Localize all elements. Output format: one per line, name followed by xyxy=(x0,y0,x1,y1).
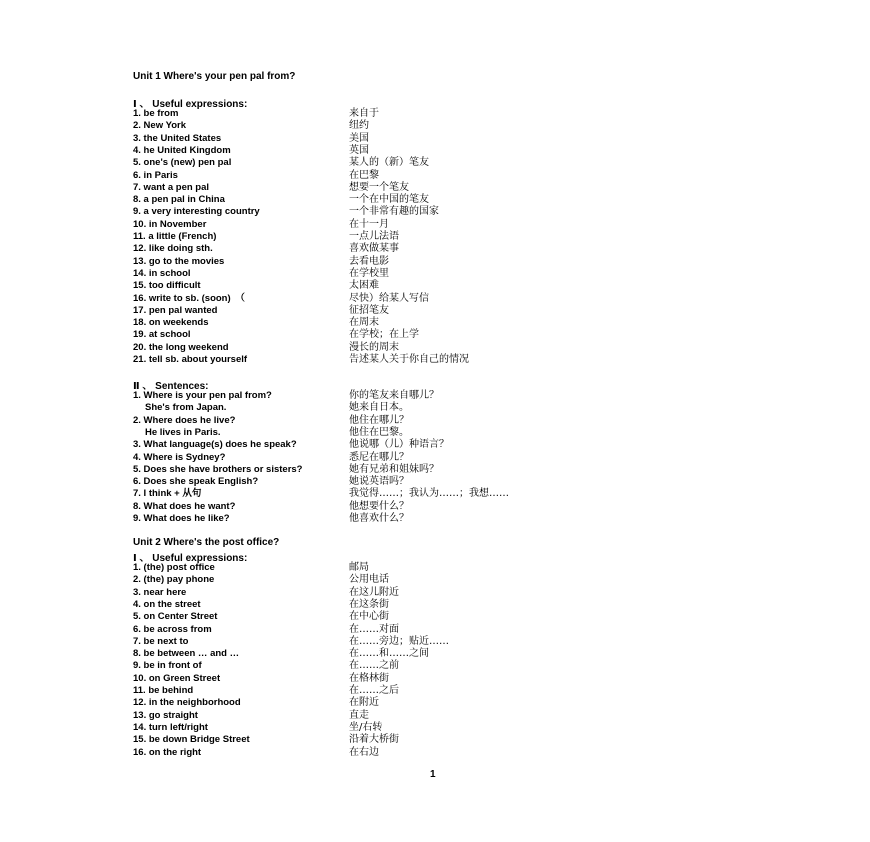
chinese-text: 坐/右转 xyxy=(349,721,383,733)
expression-row xyxy=(0,624,870,636)
english-text: 4. he United Kingdom xyxy=(133,144,231,156)
chinese-text: 尽快）给某人写信 xyxy=(349,292,429,304)
expression-row xyxy=(0,747,870,759)
english-text: 12. like doing sth. xyxy=(133,243,213,255)
expression-row xyxy=(0,648,870,660)
chinese-text: 他住在巴黎。 xyxy=(349,426,409,438)
sentence-row xyxy=(0,488,870,500)
expression-row xyxy=(0,145,870,157)
chinese-text: 来自于 xyxy=(349,108,379,119)
expression-row xyxy=(0,182,870,194)
english-text: 20. the long weekend xyxy=(133,341,229,353)
expression-row xyxy=(0,673,870,685)
sentence-row xyxy=(0,513,870,525)
expression-row xyxy=(0,280,870,292)
chinese-text: 你的笔友来自哪儿？ xyxy=(349,390,439,401)
chinese-text: 在……旁边；贴近…… xyxy=(349,635,449,647)
chinese-text: 一个非常有趣的国家 xyxy=(349,206,439,218)
sentence-row xyxy=(0,390,870,402)
expression-row xyxy=(0,660,870,672)
sentence-row xyxy=(0,452,870,464)
sentence-row xyxy=(0,464,870,476)
english-text: 13. go to the movies xyxy=(133,255,225,267)
unit-1-section-2-title: Ⅱ 、 Sentences: xyxy=(133,381,209,392)
expression-row xyxy=(0,342,870,354)
english-text: 8. a pen pal in China xyxy=(133,194,225,206)
english-text: 5. on Center Street xyxy=(133,611,218,623)
expression-row xyxy=(0,170,870,182)
expression-row xyxy=(0,206,870,218)
unit-2-title: Unit 2 Where's the post office? xyxy=(133,537,280,548)
english-text: 6. in Paris xyxy=(133,169,178,181)
chinese-text: 在格林街 xyxy=(349,672,389,684)
expression-row xyxy=(0,268,870,280)
chinese-text: 想要一个笔友 xyxy=(349,181,409,193)
english-text: 15. too difficult xyxy=(133,280,201,292)
expression-row xyxy=(0,599,870,611)
chinese-text: 在附近 xyxy=(349,697,379,709)
english-text: 13. go straight xyxy=(133,709,198,721)
expression-row xyxy=(0,157,870,169)
english-text: 16. write to sb. (soon) （ xyxy=(133,292,245,304)
chinese-text: 在十一月 xyxy=(349,218,389,230)
english-text: 12. in the neighborhood xyxy=(133,697,241,709)
english-text: 8. be between … and … xyxy=(133,648,240,660)
english-text: 8. What does he want? xyxy=(133,500,236,512)
english-text: 6. Does she speak English? xyxy=(133,476,259,488)
chinese-text: 他喜欢什么？ xyxy=(349,513,409,524)
expression-row xyxy=(0,685,870,697)
sentence-row xyxy=(0,415,870,427)
chinese-text: 漫长的周末 xyxy=(349,341,399,353)
expression-row xyxy=(0,293,870,305)
english-text: 5. Does she have brothers or sisters? xyxy=(133,463,303,475)
chinese-text: 沿着大桥街 xyxy=(349,734,399,746)
chinese-text: 去看电影 xyxy=(349,255,389,267)
english-text: 16. on the right xyxy=(133,746,202,758)
chinese-text: 她来自日本。 xyxy=(349,402,409,414)
expression-row xyxy=(0,133,870,145)
english-text: 3. the United States xyxy=(133,132,222,144)
expression-row xyxy=(0,317,870,329)
chinese-text: 某人的（新）笔友 xyxy=(349,157,429,169)
expression-row xyxy=(0,574,870,586)
expression-row xyxy=(0,256,870,268)
expression-row xyxy=(0,722,870,734)
english-text: 4. Where is Sydney? xyxy=(133,451,226,463)
chinese-text: 一点儿法语 xyxy=(349,231,399,242)
chinese-text: 悉尼在哪儿？ xyxy=(349,451,409,463)
sentence-row xyxy=(0,476,870,488)
chinese-text: 在右边 xyxy=(349,746,379,758)
unit-1-title: Unit 1 Where's your pen pal from? xyxy=(133,71,296,82)
chinese-text: 他说哪（儿）种语言？ xyxy=(349,439,449,451)
chinese-text: 她说英语吗？ xyxy=(349,476,409,488)
english-text: She's from Japan. xyxy=(145,402,227,414)
expression-row xyxy=(0,108,870,120)
expression-row xyxy=(0,305,870,317)
english-text: 10. on Green Street xyxy=(133,672,221,684)
english-text: 9. be in front of xyxy=(133,660,202,672)
expression-row xyxy=(0,219,870,231)
chinese-text: 邮局 xyxy=(349,562,369,573)
english-text: 7. be next to xyxy=(133,635,189,647)
english-text: 18. on weekends xyxy=(133,317,209,329)
english-text: 2. (the) pay phone xyxy=(133,574,215,586)
english-text: 2. New York xyxy=(133,120,186,132)
chinese-text: 在这条街 xyxy=(349,598,389,610)
english-text: 9. a very interesting country xyxy=(133,206,260,218)
chinese-text: 他想要什么？ xyxy=(349,500,409,512)
chinese-text: 在学校里 xyxy=(349,267,389,279)
expression-row xyxy=(0,194,870,206)
page-number: 1 xyxy=(430,769,436,780)
chinese-text: 公用电话 xyxy=(349,574,389,586)
english-text: 1. Where is your pen pal from? xyxy=(133,390,272,401)
expression-row xyxy=(0,120,870,132)
chinese-text: 在周末 xyxy=(349,317,379,329)
unit-2-section-1-title: Ⅰ 、 Useful expressions: xyxy=(133,553,248,564)
unit-1-section-1-title: Ⅰ 、 Useful expressions: xyxy=(133,99,248,110)
english-text: 4. on the street xyxy=(133,598,201,610)
english-text: 2. Where does he live? xyxy=(133,414,236,426)
chinese-text: 一个在中国的笔友 xyxy=(349,194,429,206)
english-text: 7. want a pen pal xyxy=(133,181,210,193)
expression-row xyxy=(0,562,870,574)
chinese-text: 在……之后 xyxy=(349,685,399,696)
expression-row xyxy=(0,697,870,709)
chinese-text: 喜欢做某事 xyxy=(349,243,399,255)
english-text: 7. I think + 从句 xyxy=(133,488,202,500)
english-text: 11. a little (French) xyxy=(133,231,217,242)
english-text: 15. be down Bridge Street xyxy=(133,734,250,746)
expression-row xyxy=(0,636,870,648)
expression-row xyxy=(0,611,870,623)
english-text: 1. (the) post office xyxy=(133,562,215,573)
expression-row xyxy=(0,243,870,255)
sentence-row xyxy=(0,427,870,439)
chinese-text: 她有兄弟和姐妹吗？ xyxy=(349,463,439,475)
english-text: 3. What language(s) does he speak? xyxy=(133,439,297,451)
english-text: 11. be behind xyxy=(133,685,194,696)
english-text: 10. in November xyxy=(133,218,207,230)
chinese-text: 在学校；在上学 xyxy=(349,329,419,341)
chinese-text: 在中心街 xyxy=(349,611,389,623)
sentence-row xyxy=(0,439,870,451)
chinese-text: 在……对面 xyxy=(349,623,399,635)
english-text: 5. one's (new) pen pal xyxy=(133,157,232,169)
english-text: 21. tell sb. about yourself xyxy=(133,354,248,365)
english-text: 1. be from xyxy=(133,108,179,119)
english-text: 17. pen pal wanted xyxy=(133,304,218,316)
sentence-row xyxy=(0,402,870,414)
chinese-text: 纽约 xyxy=(349,120,369,132)
sentence-row xyxy=(0,501,870,513)
chinese-text: 在……和……之间 xyxy=(349,648,429,660)
chinese-text: 美国 xyxy=(349,132,369,144)
english-text: He lives in Paris. xyxy=(145,426,221,438)
expression-row xyxy=(0,329,870,341)
english-text: 14. in school xyxy=(133,267,191,279)
english-text: 9. What does he like? xyxy=(133,513,230,524)
expression-row xyxy=(0,231,870,243)
expression-row xyxy=(0,710,870,722)
chinese-text: 在巴黎 xyxy=(349,169,379,181)
chinese-text: 征招笔友 xyxy=(349,304,389,316)
chinese-text: 我觉得……；我认为……；我想…… xyxy=(349,488,509,500)
expression-row xyxy=(0,354,870,366)
chinese-text: 太困难 xyxy=(349,280,379,292)
chinese-text: 在这儿附近 xyxy=(349,586,399,598)
english-text: 19. at school xyxy=(133,329,191,341)
chinese-text: 在……之前 xyxy=(349,660,399,672)
english-text: 3. near here xyxy=(133,586,187,598)
expression-row xyxy=(0,734,870,746)
english-text: 6. be across from xyxy=(133,623,212,635)
expression-row xyxy=(0,587,870,599)
chinese-text: 直走 xyxy=(349,709,369,721)
chinese-text: 英国 xyxy=(349,144,369,156)
chinese-text: 他住在哪儿？ xyxy=(349,414,409,426)
chinese-text: 告述某人关于你自己的情况 xyxy=(349,354,469,365)
english-text: 14. turn left/right xyxy=(133,721,208,733)
